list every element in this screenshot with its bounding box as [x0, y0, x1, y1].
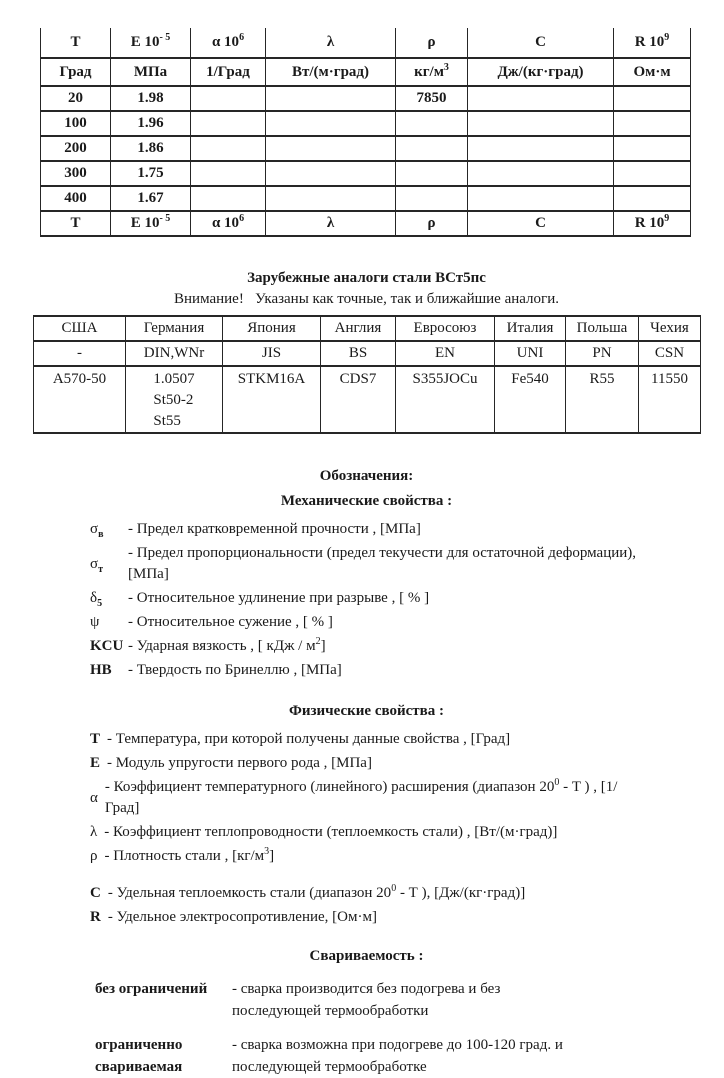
cell: Град: [41, 58, 111, 86]
mechanical-properties-title: Механические свойства :: [280, 493, 453, 509]
cell: Англия: [321, 316, 396, 341]
cell: PN: [566, 341, 639, 366]
table-row: [41, 58, 691, 86]
cell: [266, 136, 396, 161]
cell: Япония: [223, 316, 321, 341]
physical-properties-title: Физические свойства :: [288, 703, 445, 719]
cell: Германия: [126, 316, 223, 341]
legend-text: - Удельное электросопротивление, [Ом·м]: [107, 909, 377, 925]
cell: Ом·м: [614, 58, 691, 86]
properties-table: [40, 28, 691, 237]
legend-item: [90, 907, 724, 928]
legend-item: [90, 636, 724, 657]
weldability-desc: - сварка возможна при подогреве до 100-120 град. и последующей термообработке: [232, 1037, 563, 1075]
cell: 1/Град: [191, 58, 266, 86]
cell: 200: [41, 136, 111, 161]
weldability-item: [95, 978, 724, 1022]
cell: США: [34, 316, 126, 341]
legend-item: [90, 777, 724, 819]
cell: α $10^6$: [191, 28, 266, 58]
weldability-title: Свариваемость :: [309, 948, 424, 964]
physical-properties-list: [0, 729, 724, 928]
cell: 1.0507 St50-2 St55: [126, 366, 223, 433]
table-row: [41, 28, 691, 58]
weldability-term: без ограничений: [95, 981, 208, 997]
cell: [614, 161, 691, 186]
cell: Евросоюз: [396, 316, 495, 341]
cell: [191, 186, 266, 211]
legend-text: - Плотность стали , $[кг/м^3]$: [104, 846, 275, 864]
legend-item: [90, 519, 724, 540]
weldability-item: [95, 1034, 724, 1078]
cell: -: [34, 341, 126, 366]
legend-symbol: λ: [90, 824, 98, 840]
weldability-desc: - сварка производится без подогрева и без последующей термообработки: [232, 981, 501, 1019]
cell: 100: [41, 111, 111, 136]
analogs-table: [33, 315, 701, 434]
legend-symbol: ρ: [90, 848, 98, 864]
cell: C: [468, 28, 614, 58]
cell: $кг/м^3$: [396, 58, 468, 86]
cell: R $10^9$: [614, 28, 691, 58]
analogs-note: Внимание! Указаны как точные, так и ближайшие аналоги.: [174, 291, 559, 307]
cell: 1.98: [111, 86, 191, 111]
analogs-title: Зарубежные аналоги стали ВСт5пс: [247, 270, 486, 286]
mechanical-properties-list: [0, 519, 724, 681]
cell: Италия: [495, 316, 566, 341]
cell: R55: [566, 366, 639, 433]
cell: [468, 86, 614, 111]
cell: [266, 161, 396, 186]
table-row: [41, 161, 691, 186]
cell: STKM16A: [223, 366, 321, 433]
cell: [614, 111, 691, 136]
table-row: [41, 111, 691, 136]
cell: [614, 136, 691, 161]
cell: Дж/(кг·град): [468, 58, 614, 86]
cell: α $10^6$: [191, 211, 266, 236]
cell: ρ: [396, 211, 468, 236]
legend-symbol: R: [90, 909, 101, 925]
cell: [266, 111, 396, 136]
cell: 1.96: [111, 111, 191, 136]
table-row: [41, 186, 691, 211]
cell: E $10^{- 5}$: [111, 28, 191, 58]
cell: A570-50: [34, 366, 126, 433]
table-row: [41, 136, 691, 161]
cell: UNI: [495, 341, 566, 366]
cell: [396, 136, 468, 161]
legend-item: [90, 660, 724, 681]
cell: DIN,WNr: [126, 341, 223, 366]
document-page: [0, 28, 724, 1078]
cell: λ: [266, 211, 396, 236]
cell: 7850: [396, 86, 468, 111]
cell: E $10^{- 5}$: [111, 211, 191, 236]
cell: Вт/(м·град): [266, 58, 396, 86]
cell: CDS7: [321, 366, 396, 433]
table-row: [34, 316, 701, 341]
cell: [614, 86, 691, 111]
cell: 11550: [639, 366, 701, 433]
legend-text: - Коэффициент теплопроводности (теплоемкость стали) , [Вт/(м·град)]: [104, 824, 558, 840]
cell: [191, 136, 266, 161]
cell: [191, 86, 266, 111]
legend-symbol: HB: [90, 662, 112, 678]
cell: T: [41, 211, 111, 236]
legend-item: [90, 729, 724, 750]
cell: [468, 136, 614, 161]
cell: ρ: [396, 28, 468, 58]
cell: BS: [321, 341, 396, 366]
legend-text: - Коэффициент температурного (линейного) расширения (диапазон $20^0$ - T ) , [1/Град]: [104, 777, 618, 816]
legend-item: [90, 543, 724, 585]
cell: [266, 86, 396, 111]
cell: 1.67: [111, 186, 191, 211]
legend-text: - Твердость по Бринеллю , [МПа]: [128, 662, 342, 678]
cell: [396, 186, 468, 211]
cell: S355JOCu: [396, 366, 495, 433]
legend-text: - Ударная вязкость , [ кДж / $м^2$]: [128, 636, 326, 654]
legend-text: - Модуль упругости первого рода , [МПа]: [107, 755, 372, 771]
cell: МПа: [111, 58, 191, 86]
cell: [266, 186, 396, 211]
cell: Чехия: [639, 316, 701, 341]
cell: 400: [41, 186, 111, 211]
cell: [191, 161, 266, 186]
legend-symbol: C: [90, 885, 101, 901]
cell: Польша: [566, 316, 639, 341]
weldability-term: ограниченно свариваемая: [95, 1037, 183, 1075]
table-row: [34, 366, 701, 433]
cell: [396, 161, 468, 186]
legend-symbol: $\delta_5$: [90, 590, 103, 609]
legend-symbol: $\sigma_т$: [90, 555, 104, 575]
legend-text: - Относительное сужение , [ % ]: [128, 614, 333, 630]
cell: JIS: [223, 341, 321, 366]
legend-symbol: KCU: [90, 638, 124, 654]
legend-text: - Температура, при которой получены данные свойства , [Град]: [107, 731, 511, 747]
cell: 300: [41, 161, 111, 186]
table-row: [41, 211, 691, 236]
cell: 20: [41, 86, 111, 111]
cell: [191, 111, 266, 136]
cell: [614, 186, 691, 211]
cell: 1.86: [111, 136, 191, 161]
legend-symbol: α: [90, 789, 98, 806]
legend-text: - Удельная теплоемкость стали (диапазон $20^0$ - Т ), [Дж/(кг·град)]: [107, 883, 526, 901]
cell: [468, 161, 614, 186]
legend-item: [90, 753, 724, 774]
cell: [396, 111, 468, 136]
legend-item: [90, 846, 724, 867]
legend-item: [90, 588, 724, 609]
legend-symbol: T: [90, 731, 101, 747]
weldability-list: [0, 978, 724, 1078]
cell: [468, 186, 614, 211]
cell: T: [41, 28, 111, 58]
legend-text: - Относительное удлинение при разрыве , [ % ]: [128, 590, 430, 606]
table-row: [34, 341, 701, 366]
legend-item: [90, 822, 724, 843]
cell: Fe540: [495, 366, 566, 433]
legend-text: - Предел кратковременной прочности , [МПа]: [128, 521, 421, 537]
legend-item: [90, 883, 724, 904]
cell: EN: [396, 341, 495, 366]
legend-title: Обозначения:: [319, 468, 414, 484]
legend-symbol: $\sigma_в$: [90, 521, 104, 540]
legend-symbol: E: [90, 755, 101, 771]
cell: λ: [266, 28, 396, 58]
legend-text: - Предел пропорциональности (предел текучести для остаточной деформации), [МПа]: [128, 545, 637, 582]
cell: C: [468, 211, 614, 236]
legend-symbol: ψ: [90, 614, 100, 630]
cell: R $10^9$: [614, 211, 691, 236]
cell: [468, 111, 614, 136]
legend-item: [90, 612, 724, 633]
cell: CSN: [639, 341, 701, 366]
cell: 1.75: [111, 161, 191, 186]
table-row: [41, 86, 691, 111]
